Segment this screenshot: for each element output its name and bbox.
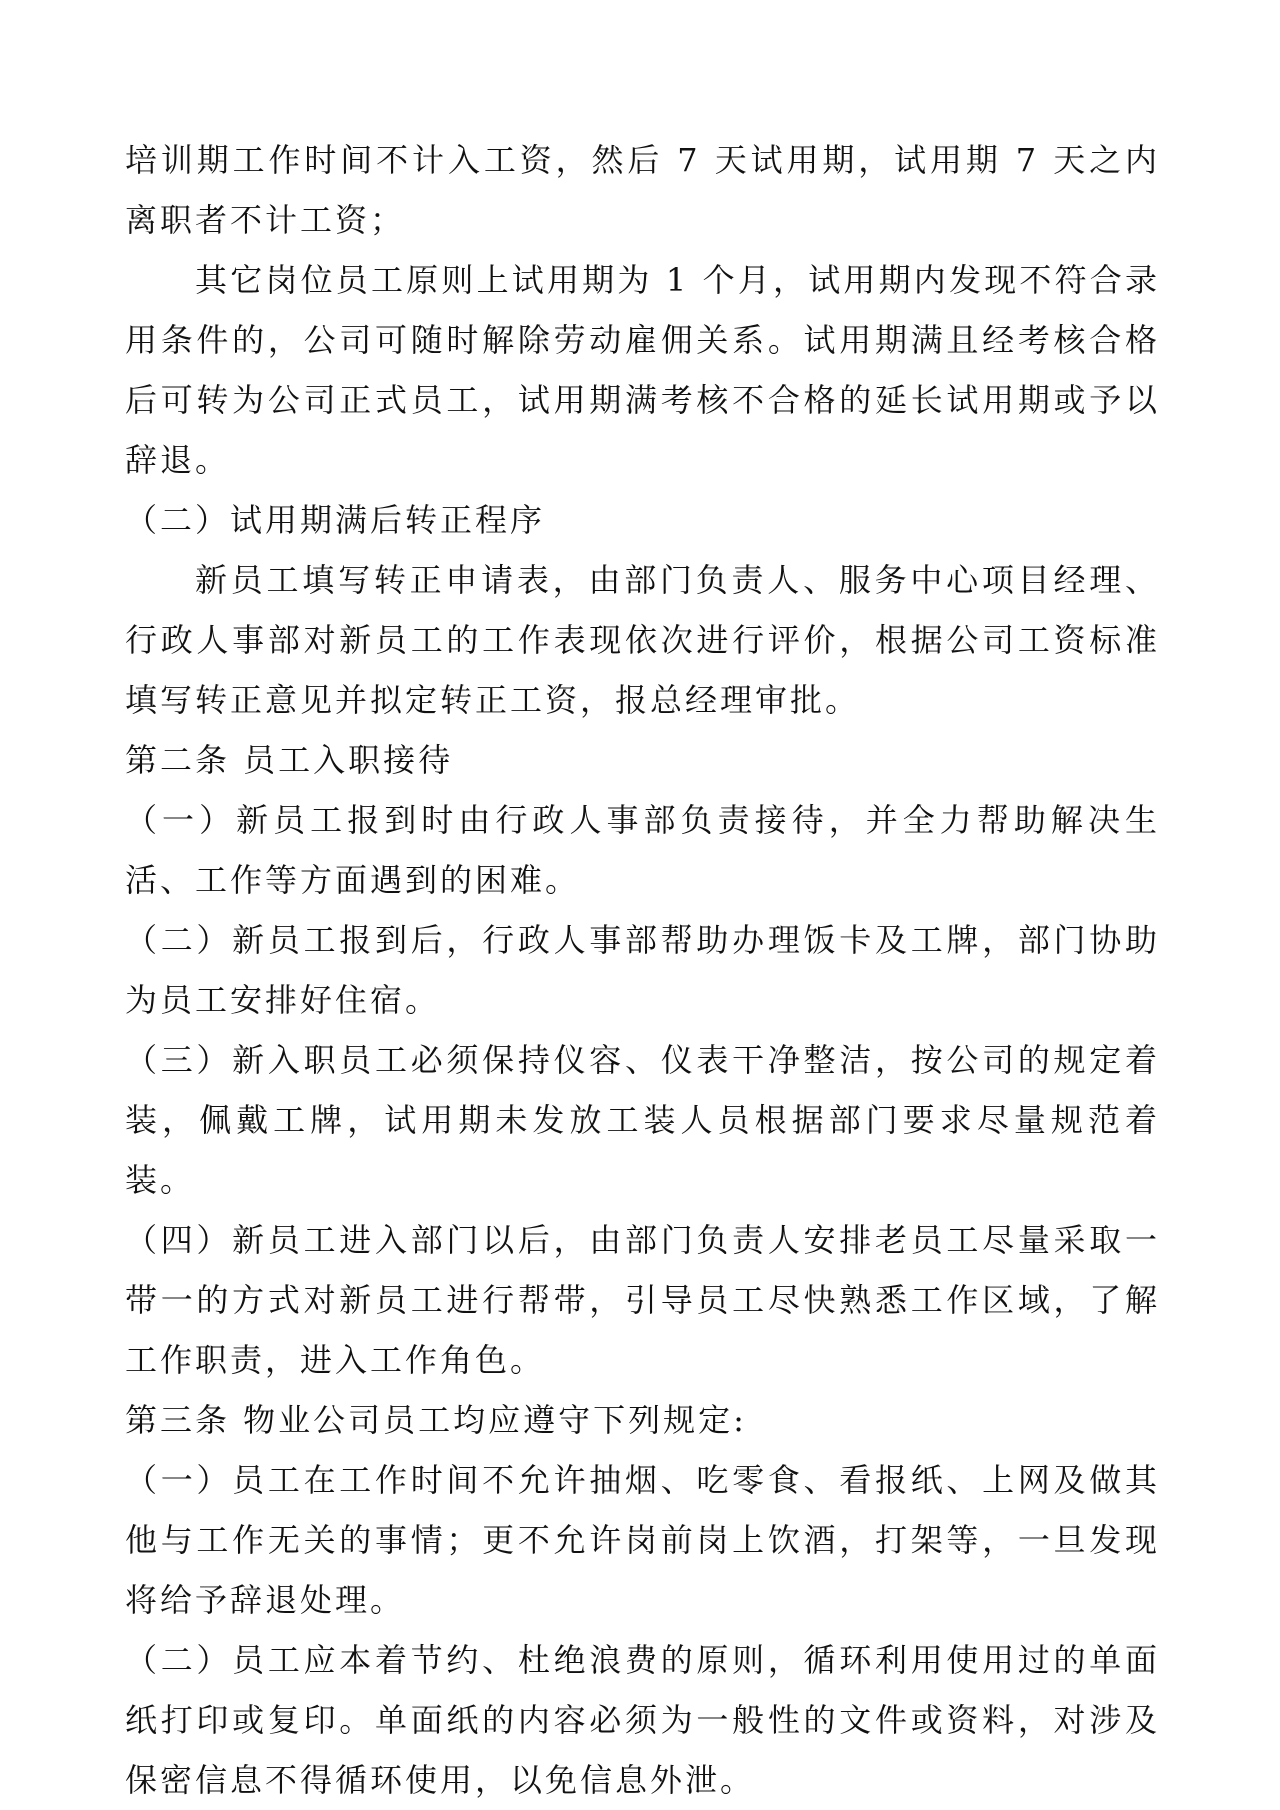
section-heading-regularization: （二）试用期满后转正程序	[125, 501, 546, 539]
paragraph-regularization-procedure: 新员工填写转正申请表，由部门负责人、服务中心项目经理、行政人事部对新员工的工作表现依次进行评价，根据公司工资标准填写转正意见并拟定转正工资，报总经理审批。	[125, 561, 1160, 719]
list-item-rules-1: （一）员工在工作时间不允许抽烟、吃零食、看报纸、上网及做其他与工作无关的事情；更不允许岗前岗上饮酒，打架等，一旦发现将给予辞退处理。	[125, 1461, 1160, 1619]
paragraph-probation-period: 其它岗位员工原则上试用期为 1 个月，试用期内发现不符合录用条件的，公司可随时解除劳动雇佣关系。试用期满且经考核合格后可转为公司正式员工，试用期满考核不合格的延长试用期或予以辞退。	[125, 261, 1160, 479]
list-item-rules-2: （二）员工应本着节约、杜绝浪费的原则，循环利用使用过的单面纸打印或复印。单面纸的内容必须为一般性的文件或资料，对涉及保密信息不得循环使用，以免信息外泄。	[125, 1641, 1160, 1799]
paragraph-trainee-wage: 培训期工作时间不计入工资，然后 7 天试用期，试用期 7 天之内离职者不计工资；	[125, 141, 1160, 239]
list-item-reception-4: （四）新员工进入部门以后，由部门负责人安排老员工尽量采取一带一的方式对新员工进行帮带，引导员工尽快熟悉工作区域，了解工作职责，进入工作角色。	[125, 1221, 1160, 1379]
document-body	[125, 130, 1160, 1810]
list-item-reception-3: （三）新入职员工必须保持仪容、仪表干净整洁，按公司的规定着装，佩戴工牌，试用期未发放工装人员根据部门要求尽量规范着装。	[125, 1041, 1160, 1199]
list-item-reception-2: （二）新员工报到后，行政人事部帮助办理饭卡及工牌，部门协助为员工安排好住宿。	[125, 921, 1160, 1019]
article-heading-2: 第二条 员工入职接待	[125, 741, 454, 779]
list-item-reception-1: （一）新员工报到时由行政人事部负责接待，并全力帮助解决生活、工作等方面遇到的困难。	[125, 801, 1160, 899]
article-heading-3: 第三条 物业公司员工均应遵守下列规定:	[125, 1401, 747, 1439]
